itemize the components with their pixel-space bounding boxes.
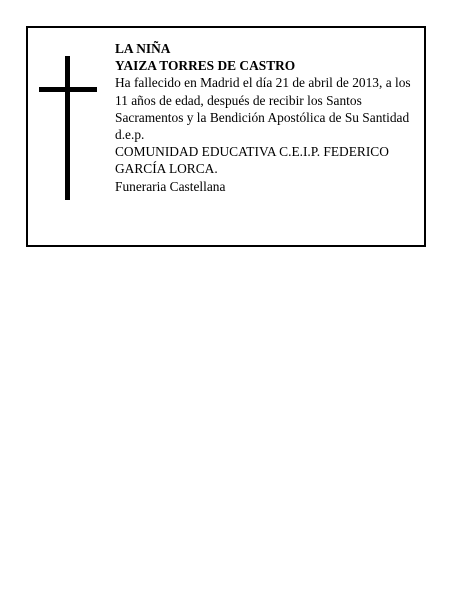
notice-text	[115, 40, 420, 195]
deceased-name: YAIZA TORRES DE CASTRO	[115, 58, 296, 74]
notice-abbreviation: d.e.p.	[115, 127, 145, 143]
cross-vertical-bar	[65, 56, 70, 200]
obituary-notice	[26, 26, 426, 247]
cross-icon	[39, 56, 97, 200]
cross-horizontal-bar	[39, 87, 97, 92]
notice-body: Ha fallecido en Madrid el día 21 de abril de 2013, a los 11 años de edad, después de recibir los Santos Sacramentos y la Bendición Apostólica de Su Santidad	[115, 75, 411, 125]
funeral-home: Funeraria Castellana	[115, 178, 226, 194]
community-line: COMUNIDAD EDUCATIVA C.E.I.P. FEDERICO GARCÍA LORCA.	[115, 144, 389, 177]
notice-title: LA NIÑA	[115, 41, 171, 56]
